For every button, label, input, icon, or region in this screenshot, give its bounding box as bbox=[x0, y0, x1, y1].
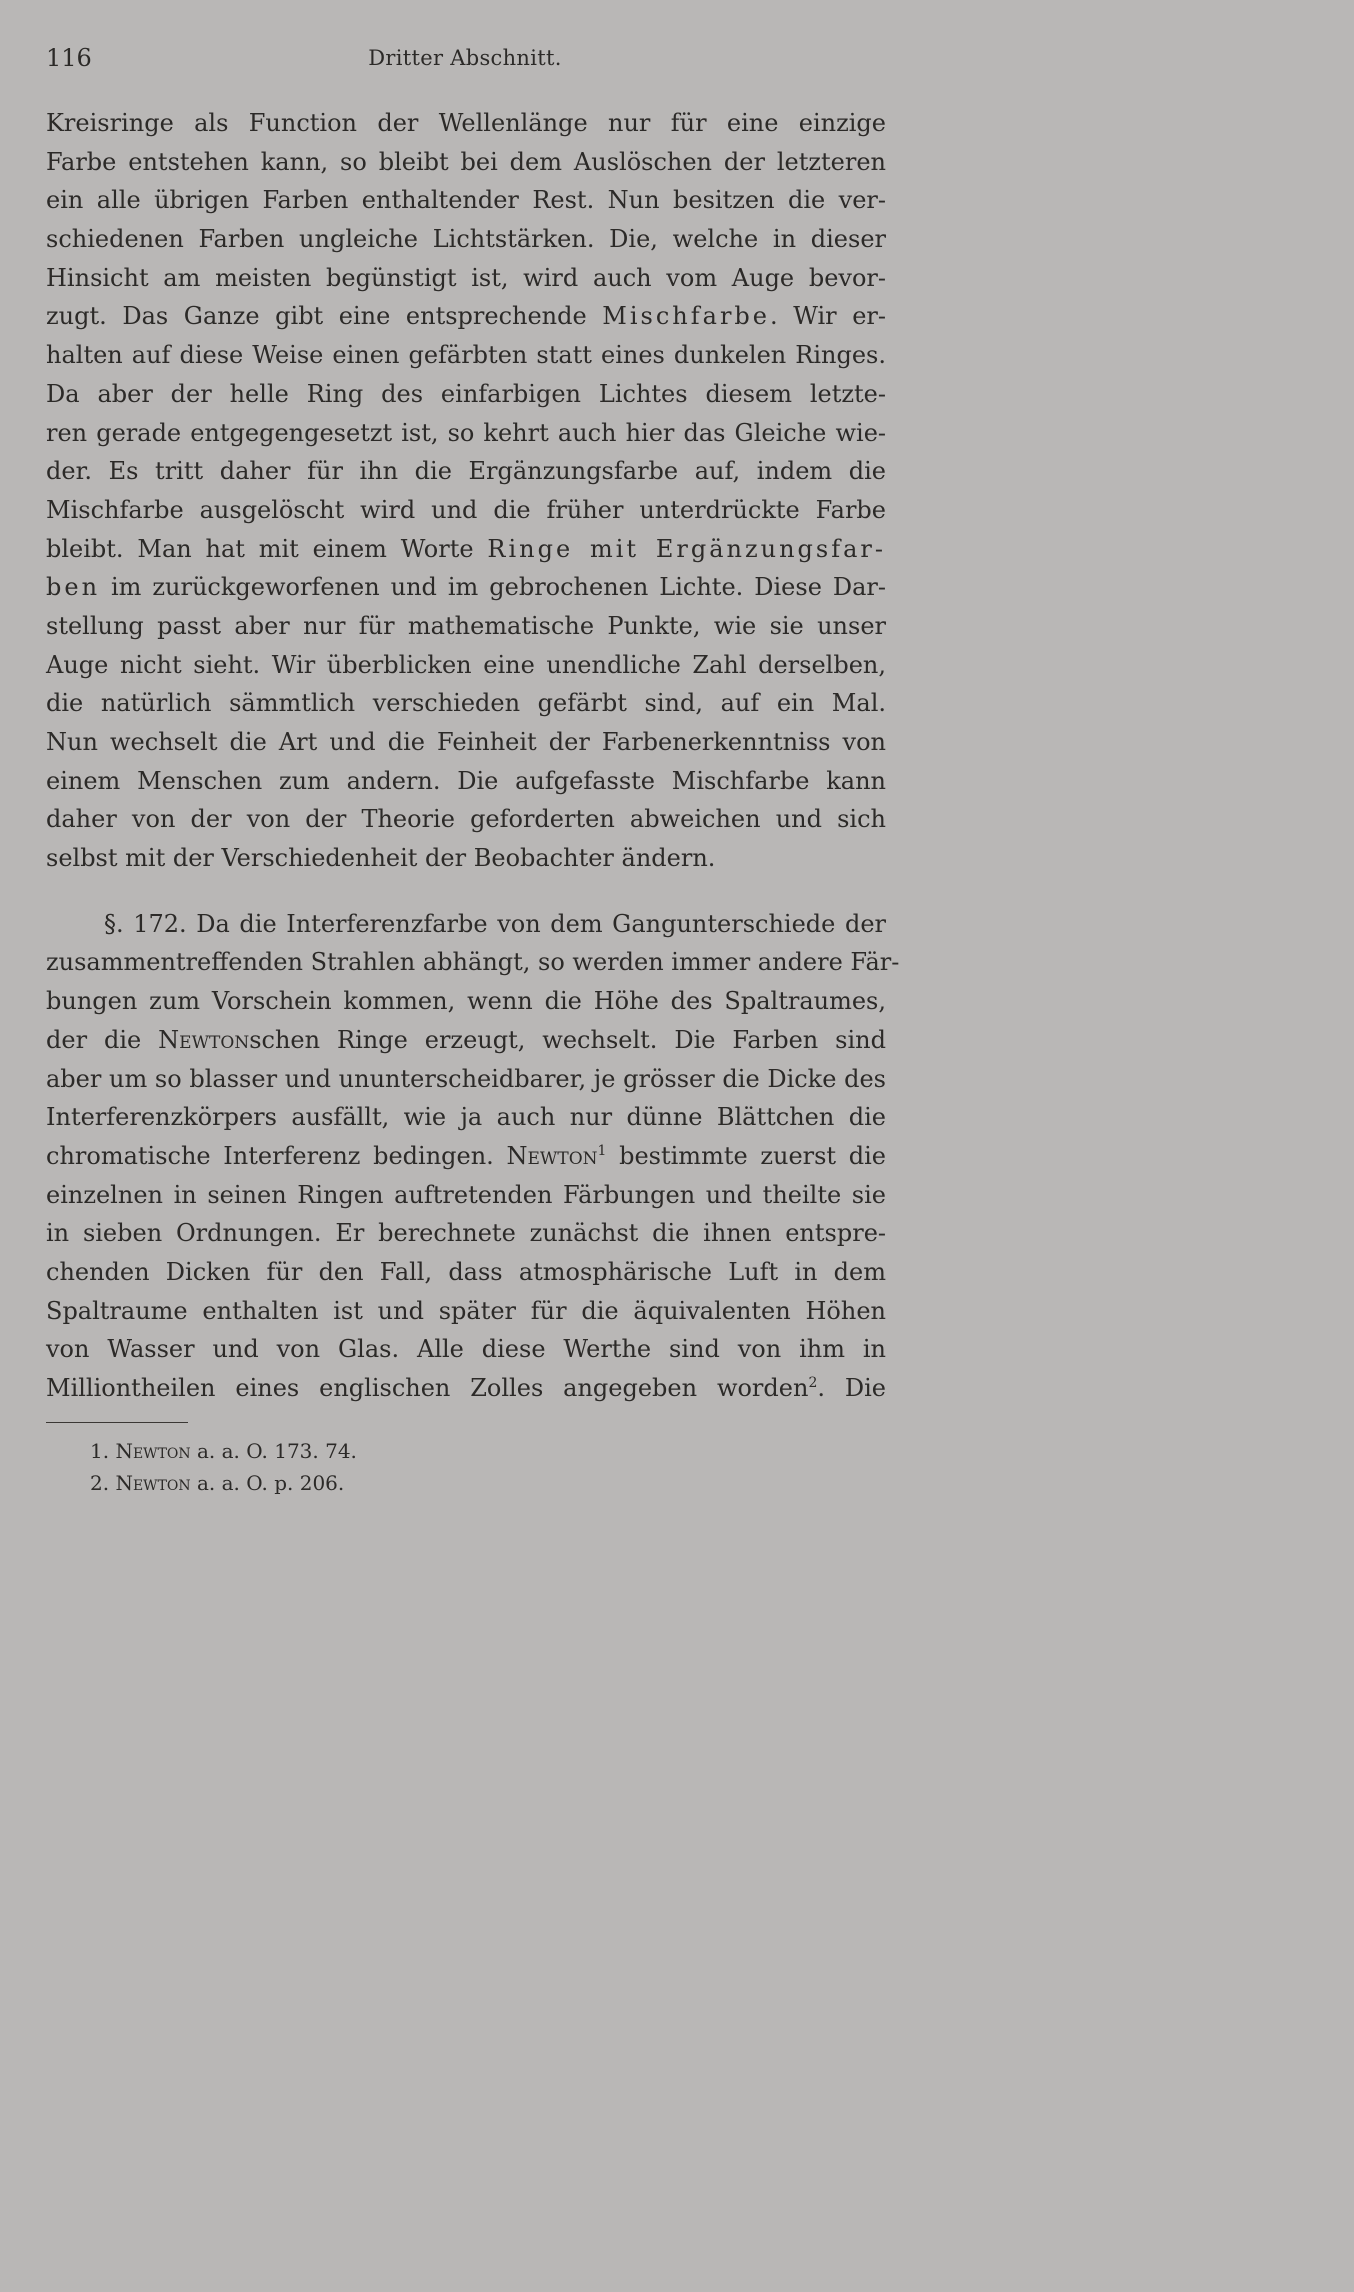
text-run: schen Ringe erzeugt, wechselt. Die Farben sind bbox=[249, 1025, 886, 1054]
text-line: selbst mit der Verschiedenheit der Beobachter ändern. bbox=[46, 844, 716, 873]
text-line: Hinsicht am meisten begünstigt ist, wird auch vom Auge bevor- bbox=[46, 263, 886, 292]
paragraph-gap bbox=[46, 878, 886, 905]
text-line: ren gerade entgegengesetzt ist, so kehrt auch hier das Gleiche wie- bbox=[46, 418, 886, 447]
footnote-1 bbox=[90, 1435, 790, 1467]
text-line: halten auf diese Weise einen gefärbten statt eines dunkelen Ringes. bbox=[46, 341, 886, 370]
footnote-number: 1. bbox=[90, 1439, 110, 1463]
text-line: einem Menschen zum andern. Die aufgefasste Mischfarbe kann bbox=[46, 766, 886, 795]
text-line: Kreisringe als Function der Wellenlänge nur für eine einzige bbox=[46, 109, 886, 137]
text-line: zusammentreffenden Strahlen abhängt, so werden immer andere Fär- bbox=[46, 948, 900, 977]
footnote-2 bbox=[90, 1467, 790, 1499]
text-line: in sieben Ordnungen. Er berechnete zunächst die ihnen entspre- bbox=[46, 1219, 886, 1248]
text-line: die natürlich sämmtlich verschieden gefärbt sind, auf ein Mal. bbox=[46, 689, 886, 718]
text-run: . Die bbox=[817, 1374, 886, 1402]
text-line: einzelnen in seinen Ringen auftretenden Färbungen und theilte sie bbox=[46, 1180, 886, 1209]
footnote-text: a. a. O. 173. 74. bbox=[190, 1439, 357, 1463]
text-line: Mischfarbe ausgelöscht wird und die früher unterdrückte Farbe bbox=[46, 495, 886, 524]
book-page bbox=[0, 0, 926, 1568]
text-line: schiedenen Farben ungleiche Lichtstärken. Die, welche in dieser bbox=[46, 225, 886, 254]
text-line: Da aber der helle Ring des einfarbigen Lichtes diesem letzte- bbox=[46, 379, 886, 408]
body-text bbox=[46, 104, 900, 1408]
text-run: bleibt. Man hat mit einem Worte bbox=[46, 534, 488, 563]
text-line bbox=[46, 1369, 886, 1408]
emphasis-mischfarbe: Mischfarbe bbox=[602, 302, 770, 331]
text-line: Farbe entstehen kann, so bleibt bei dem Auslöschen der letzteren bbox=[46, 147, 886, 176]
text-line bbox=[46, 530, 886, 569]
footnote-ref[interactable]: 2 bbox=[808, 1375, 818, 1391]
text-line: aber um so blasser und ununterscheidbarer, je grösser die Dicke des bbox=[46, 1064, 886, 1093]
text-line: bungen zum Vorschein kommen, wenn die Höhe des Spaltraumes, bbox=[46, 987, 886, 1016]
author-name-newton: Newton bbox=[158, 1025, 250, 1054]
running-head bbox=[46, 44, 884, 76]
text-line bbox=[46, 568, 886, 607]
author-name-newton: Newton bbox=[115, 1439, 191, 1463]
text-run: der die bbox=[46, 1025, 159, 1054]
text-line: chenden Dicken für den Fall, dass atmosphärische Luft in dem bbox=[46, 1257, 886, 1286]
footnote-number: 2. bbox=[90, 1471, 110, 1495]
text-line bbox=[46, 1137, 886, 1176]
footnote-ref[interactable]: 1 bbox=[597, 1142, 607, 1159]
text-line: ein alle übrigen Farben enthaltender Rest. Nun besitzen die ver- bbox=[46, 186, 886, 215]
text-line bbox=[46, 1021, 886, 1060]
author-name-newton: Newton bbox=[115, 1471, 191, 1495]
text-line bbox=[46, 297, 886, 336]
chapter-title: Dritter Abschnitt. bbox=[368, 46, 562, 70]
text-line: Interferenzkörpers ausfällt, wie ja auch nur dünne Blättchen die bbox=[46, 1103, 886, 1132]
emphasis-ringe-mit-ergaenzungsfarben: Ringe mit Ergänzungsfar- bbox=[487, 534, 886, 563]
text-run: bestimmte zuerst die bbox=[606, 1141, 886, 1170]
text-line: daher von der von der Theorie geforderten abweichen und sich bbox=[46, 805, 886, 834]
footnote-text: a. a. O. p. 206. bbox=[190, 1471, 345, 1495]
page-number: 116 bbox=[46, 44, 92, 72]
emphasis-ben: ben bbox=[46, 573, 101, 602]
text-run: . Wir er- bbox=[770, 302, 886, 331]
text-run: zugt. Das Ganze gibt eine entsprechende bbox=[46, 302, 603, 331]
footnotes bbox=[90, 1435, 790, 1499]
text-run: im zurückgeworfenen und im gebrochenen Lichte. Diese Dar- bbox=[100, 573, 886, 602]
text-line: Auge nicht sieht. Wir überblicken eine unendliche Zahl derselben, bbox=[46, 650, 886, 679]
text-run: Milliontheilen eines englischen Zolles angegeben worden bbox=[46, 1374, 809, 1402]
text-line: stellung passt aber nur für mathematische Punkte, wie sie unser bbox=[46, 611, 886, 640]
text-line: von Wasser und von Glas. Alle diese Werthe sind von ihm in bbox=[46, 1335, 886, 1364]
author-name-newton: Newton bbox=[506, 1141, 598, 1170]
text-line: Nun wechselt die Art und die Feinheit der Farbenerkenntniss von bbox=[46, 728, 886, 756]
section-172-first-line: §. 172. Da die Interferenzfarbe von dem Gangunterschiede der bbox=[104, 909, 886, 938]
text-run: chromatische Interferenz bedingen. bbox=[46, 1141, 507, 1170]
text-line: Spaltraume enthalten ist und später für die äquivalenten Höhen bbox=[46, 1296, 886, 1325]
text-line: der. Es tritt daher für ihn die Ergänzungsfarbe auf, indem die bbox=[46, 457, 886, 486]
footnote-divider bbox=[46, 1422, 188, 1423]
